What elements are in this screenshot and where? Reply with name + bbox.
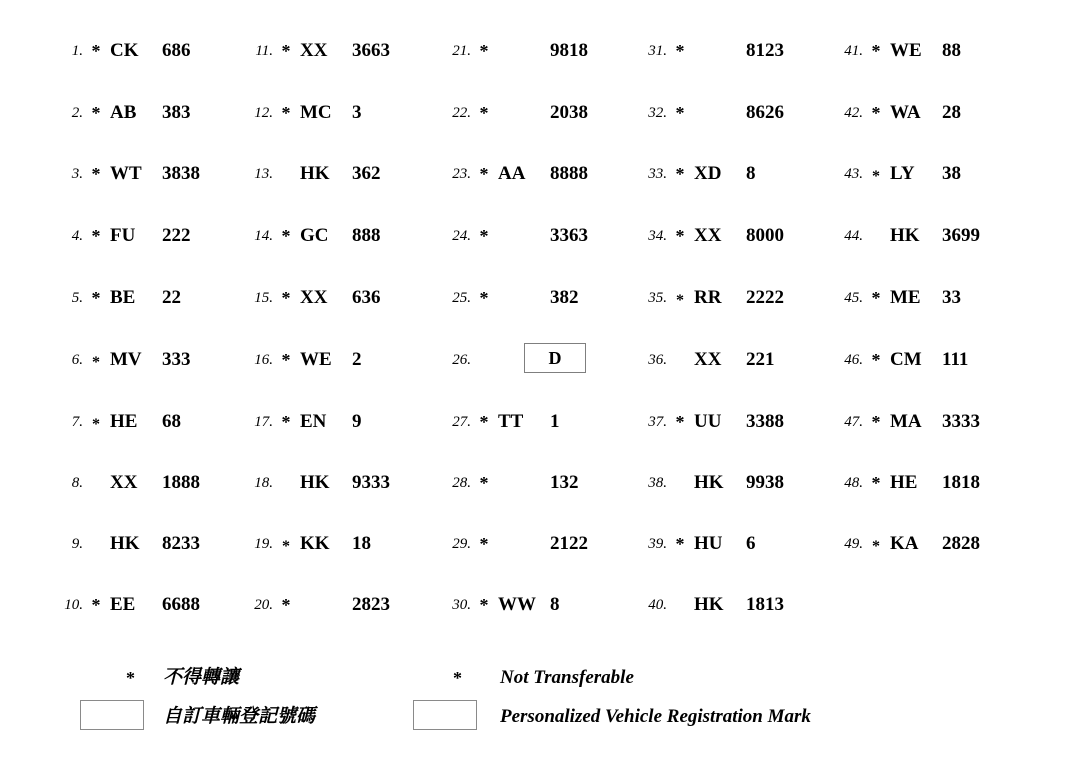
registration-entry [426,99,616,127]
entry-number: 5. [71,290,83,306]
registration-entry [38,222,228,250]
mark-prefix: CK [110,40,139,61]
entry-number: 47. [844,414,863,430]
mark-prefix: HK [300,472,330,493]
registration-entry [228,222,418,250]
legend-personalized-en: Personalized Vehicle Registration Mark [500,706,811,727]
entry-number: 33. [648,166,667,182]
mark-digits: 2038 [550,102,588,123]
legend-personalized-box-zh [80,700,144,730]
mark-digits: 333 [162,349,191,370]
mark-prefix: HK [694,594,724,615]
mark-prefix: WW [498,594,536,615]
registration-entry [38,530,228,558]
registration-entry [818,160,1008,188]
entry-number: 13. [254,166,273,182]
mark-digits: 8626 [746,102,784,123]
not-transferable-star: * [675,534,685,554]
registration-entry [818,469,1008,497]
entry-number: 2. [71,105,83,121]
entry-number: 10. [64,597,83,613]
mark-prefix: HE [110,411,138,432]
entry-number: 41. [844,43,863,59]
mark-digits: 9 [352,411,362,432]
not-transferable-star: * [91,288,101,308]
entry-number: 36. [648,352,667,368]
registration-entry [622,469,812,497]
not-transferable-star: * [479,534,489,554]
not-transferable-star: * [871,473,881,493]
not-transferable-star: * [92,354,100,371]
mark-prefix: TT [498,411,524,432]
mark-digits: 383 [162,102,191,123]
entry-number: 24. [452,228,471,244]
not-transferable-star: * [282,538,290,555]
registration-entry [228,408,418,436]
entry-number: 46. [844,352,863,368]
mark-digits: 8 [746,163,756,184]
mark-digits: 362 [352,163,381,184]
not-transferable-star: * [281,103,291,123]
mark-digits: 8888 [550,163,588,184]
entry-number: 1. [71,43,83,59]
not-transferable-star: * [479,164,489,184]
registration-entry [426,346,616,374]
entry-number: 3. [71,166,83,182]
mark-digits: 1818 [942,472,980,493]
registration-entry [38,346,228,374]
mark-prefix: EE [110,594,136,615]
registration-entry [38,469,228,497]
not-transferable-star: * [479,412,489,432]
legend-not-transferable-en: Not Transferable [500,667,634,688]
mark-digits: 22 [162,287,181,308]
registration-entry [38,284,228,312]
entry-number: 28. [452,475,471,491]
not-transferable-star: * [676,292,684,309]
mark-digits: 382 [550,287,579,308]
not-transferable-star: * [675,412,685,432]
entry-number: 25. [452,290,471,306]
registration-entry [622,222,812,250]
legend-star-en: * [453,668,462,688]
mark-prefix: HE [890,472,918,493]
entry-number: 6. [71,352,83,368]
legend-not-transferable-zh: 不得轉讓 [163,667,240,688]
entry-number: 17. [254,414,273,430]
registration-entry [38,591,228,619]
mark-digits: 3333 [942,411,980,432]
registration-entry [818,346,1008,374]
not-transferable-star: * [281,226,291,246]
entry-number: 19. [254,536,273,552]
entry-number: 45. [844,290,863,306]
not-transferable-star: * [871,412,881,432]
legend [0,650,1077,760]
personalized-mark-box: D [524,343,586,373]
entry-number: 35. [648,290,667,306]
mark-digits: 132 [550,472,579,493]
not-transferable-star: * [479,595,489,615]
entry-number: 27. [452,414,471,430]
registration-entry [38,37,228,65]
registration-entry [228,37,418,65]
entry-number: 40. [648,597,667,613]
mark-digits: 221 [746,349,775,370]
not-transferable-star: * [91,103,101,123]
mark-prefix: XX [694,349,722,370]
mark-prefix: AA [498,163,526,184]
not-transferable-star: * [91,164,101,184]
registration-entry [38,99,228,127]
registration-entry [622,99,812,127]
not-transferable-star: * [479,41,489,61]
not-transferable-star: * [281,350,291,370]
mark-prefix: HK [890,225,920,246]
entry-number: 15. [254,290,273,306]
mark-digits: 9818 [550,40,588,61]
mark-digits: 3388 [746,411,784,432]
registration-entry [426,591,616,619]
registration-entry [38,160,228,188]
not-transferable-star: * [91,595,101,615]
mark-prefix: HK [110,533,140,554]
legend-personalized-box-en [413,700,477,730]
entry-number: 34. [648,228,667,244]
mark-prefix: LY [890,163,915,184]
mark-digits: 1 [550,411,560,432]
mark-digits: 3663 [352,40,390,61]
entry-number: 38. [648,475,667,491]
registration-entry [228,160,418,188]
entry-number: 7. [71,414,83,430]
mark-prefix: UU [694,411,722,432]
entry-number: 21. [452,43,471,59]
mark-prefix: WE [890,40,922,61]
mark-prefix: XX [300,287,328,308]
mark-digits: 888 [352,225,381,246]
entry-number: 32. [648,105,667,121]
registration-entry [622,37,812,65]
not-transferable-star: * [871,103,881,123]
not-transferable-star: * [871,41,881,61]
entry-number: 48. [844,475,863,491]
mark-prefix: MC [300,102,332,123]
registration-entry [228,99,418,127]
not-transferable-star: * [675,103,685,123]
registration-entry [426,408,616,436]
entry-number: 44. [844,228,863,244]
mark-digits: 2122 [550,533,588,554]
mark-digits: 686 [162,40,191,61]
registration-entry [426,222,616,250]
mark-digits: 33 [942,287,961,308]
mark-digits: 68 [162,411,181,432]
mark-prefix: HK [300,163,330,184]
registration-entry [426,284,616,312]
entry-number: 31. [648,43,667,59]
entry-number: 37. [648,414,667,430]
entry-number: 11. [255,43,273,59]
not-transferable-star: * [91,226,101,246]
registration-entry [426,37,616,65]
mark-digits: 3363 [550,225,588,246]
legend-personalized-zh: 自訂車輛登記號碼 [163,706,316,727]
mark-digits: 3 [352,102,362,123]
mark-digits: 38 [942,163,961,184]
mark-prefix: HU [694,533,723,554]
registration-entry [426,530,616,558]
registration-entry [622,284,812,312]
mark-digits: 222 [162,225,191,246]
mark-prefix: ME [890,287,921,308]
registration-entry [622,530,812,558]
mark-prefix: GC [300,225,329,246]
not-transferable-star: * [872,538,880,555]
mark-digits: 1813 [746,594,784,615]
entry-number: 29. [452,536,471,552]
mark-digits: 9938 [746,472,784,493]
not-transferable-star: * [872,168,880,185]
registration-entry [228,346,418,374]
mark-prefix: BE [110,287,136,308]
mark-digits: 2222 [746,287,784,308]
entry-number: 30. [452,597,471,613]
not-transferable-star: * [479,288,489,308]
mark-digits: 8233 [162,533,200,554]
registration-entry [228,284,418,312]
entry-number: 22. [452,105,471,121]
mark-digits: 2823 [352,594,390,615]
registration-entry [818,408,1008,436]
mark-digits: 6 [746,533,756,554]
mark-prefix: MV [110,349,142,370]
entry-number: 42. [844,105,863,121]
registration-entry [622,160,812,188]
entry-number: 23. [452,166,471,182]
registration-entry [228,530,418,558]
not-transferable-star: * [675,164,685,184]
registration-entry [818,37,1008,65]
not-transferable-star: * [91,41,101,61]
mark-digits: 18 [352,533,371,554]
not-transferable-star: * [675,226,685,246]
mark-digits: 1888 [162,472,200,493]
mark-prefix: CM [890,349,922,370]
mark-prefix: WT [110,163,142,184]
mark-digits: 636 [352,287,381,308]
mark-prefix: FU [110,225,136,246]
mark-digits: 8123 [746,40,784,61]
mark-prefix: XX [694,225,722,246]
entry-number: 8. [71,475,83,491]
registration-entry [818,530,1008,558]
not-transferable-star: * [871,288,881,308]
mark-prefix: EN [300,411,327,432]
entry-number: 18. [254,475,273,491]
mark-prefix: WE [300,349,332,370]
not-transferable-star: * [871,350,881,370]
registration-entry [818,99,1008,127]
not-transferable-star: * [281,41,291,61]
mark-digits: 2828 [942,533,980,554]
entry-number: 43. [844,166,863,182]
entry-number: 49. [844,536,863,552]
not-transferable-star: * [479,226,489,246]
registration-entry [228,469,418,497]
mark-prefix: XX [300,40,328,61]
mark-prefix: XX [110,472,138,493]
registration-entry [426,160,616,188]
mark-digits: 9333 [352,472,390,493]
mark-prefix: MA [890,411,922,432]
entry-number: 9. [71,536,83,552]
not-transferable-star: * [479,473,489,493]
mark-prefix: HK [694,472,724,493]
entry-number: 12. [254,105,273,121]
not-transferable-star: * [281,595,291,615]
mark-prefix: RR [694,287,722,308]
registration-entry [228,591,418,619]
mark-digits: 8 [550,594,560,615]
registration-entry [818,284,1008,312]
registration-entry [622,591,812,619]
mark-digits: 3838 [162,163,200,184]
mark-digits: 8000 [746,225,784,246]
registration-entry [622,408,812,436]
not-transferable-star: * [675,41,685,61]
registration-entry [818,222,1008,250]
mark-digits: 28 [942,102,961,123]
not-transferable-star: * [281,412,291,432]
legend-star-zh: * [126,668,135,688]
entry-number: 16. [254,352,273,368]
entry-number: 39. [648,536,667,552]
entry-number: 14. [254,228,273,244]
mark-digits: 6688 [162,594,200,615]
mark-prefix: AB [110,102,137,123]
entry-number: 20. [254,597,273,613]
mark-prefix: KK [300,533,330,554]
entry-number: 26. [452,352,471,368]
mark-digits: 88 [942,40,961,61]
registration-entry [38,408,228,436]
mark-digits: 3699 [942,225,980,246]
not-transferable-star: * [281,288,291,308]
registration-entry [426,469,616,497]
mark-prefix: WA [890,102,921,123]
registration-entry [622,346,812,374]
mark-digits: 111 [942,349,969,370]
mark-prefix: XD [694,163,722,184]
mark-prefix: KA [890,533,919,554]
not-transferable-star: * [92,416,100,433]
mark-digits: 2 [352,349,362,370]
entry-number: 4. [71,228,83,244]
not-transferable-star: * [479,103,489,123]
